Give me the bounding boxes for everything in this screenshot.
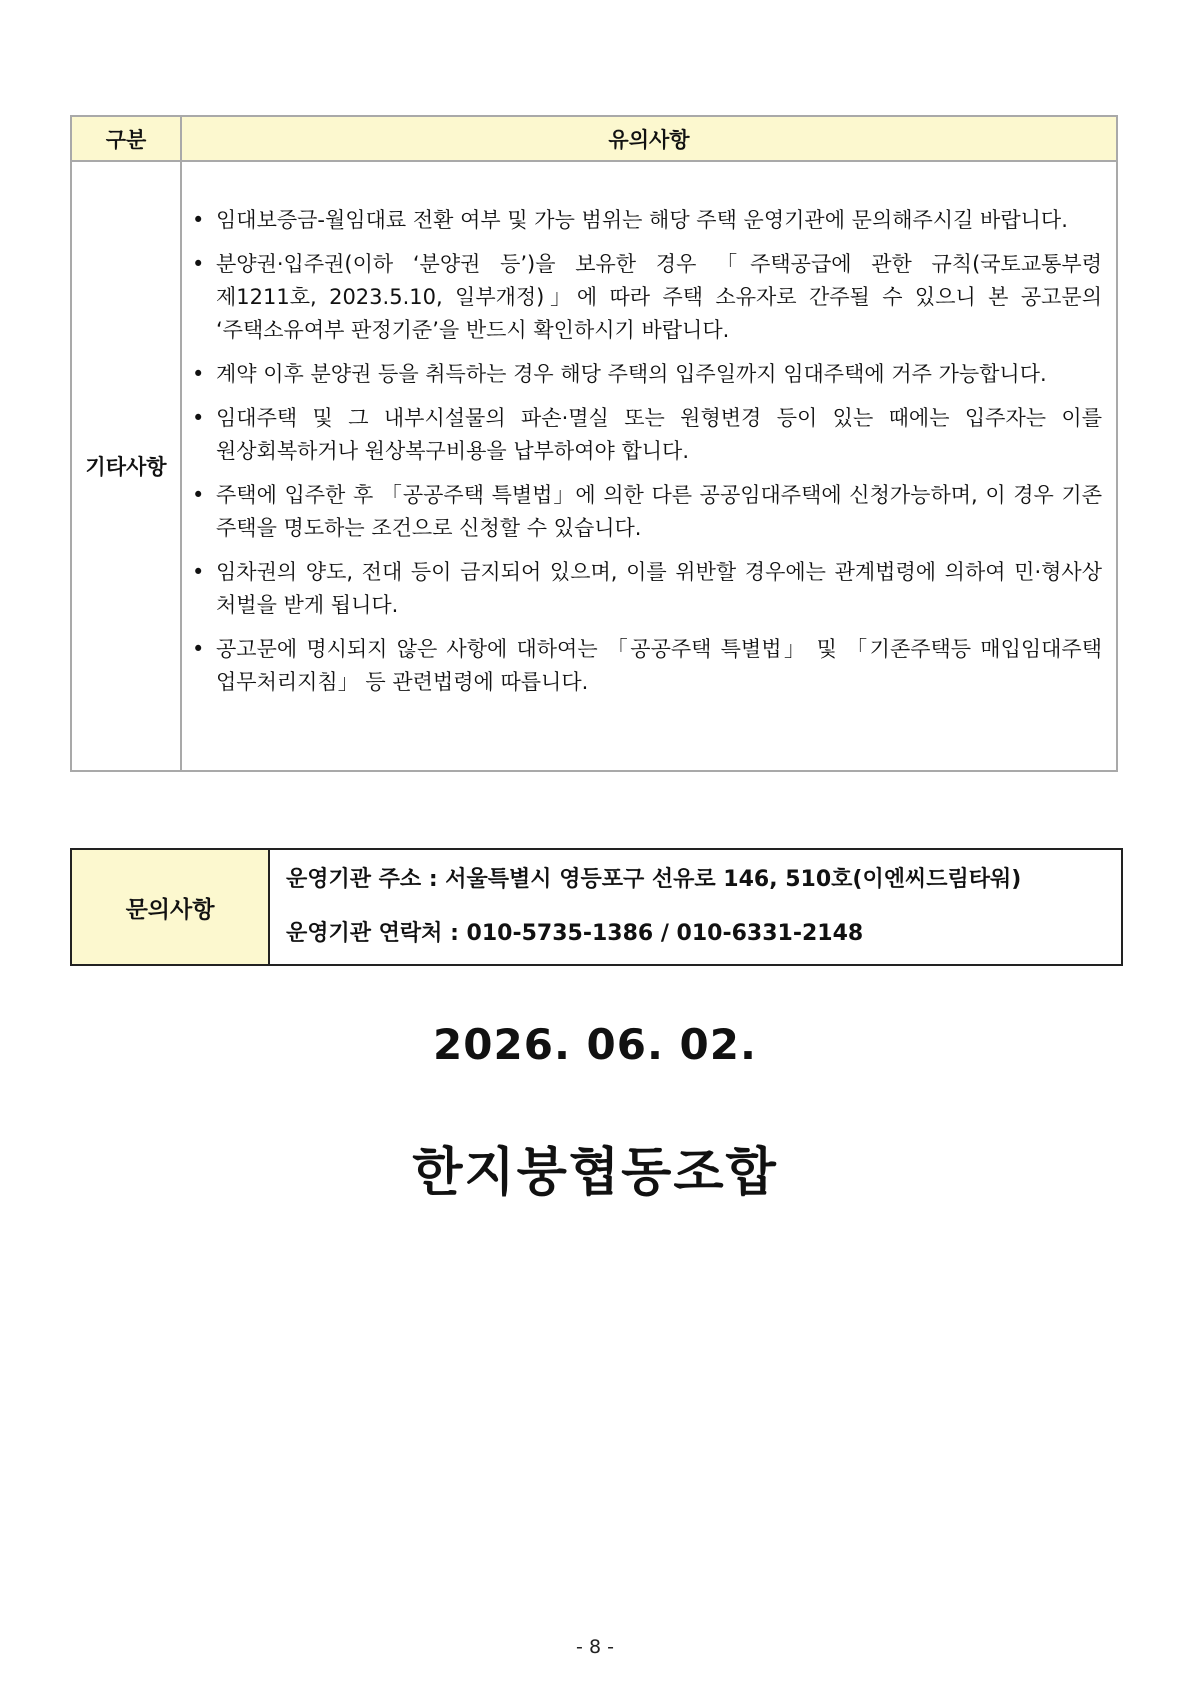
notes-table-header-row — [71, 116, 1117, 161]
bullet-icon: • — [192, 208, 205, 232]
contact-label: 문의사항 — [71, 849, 269, 965]
bullet-icon: • — [192, 406, 205, 430]
contact-address: 운영기관 주소 : 서울특별시 영등포구 선유로 146, 510호(이엔씨드림타워) — [286, 867, 1022, 892]
organization-name: 한지붕협동조합 — [412, 1143, 778, 1203]
bullet-icon: • — [192, 483, 205, 507]
note-item — [182, 248, 1102, 347]
contact-details — [269, 849, 1122, 965]
note-text: 공고문에 명시되지 않은 사항에 대하여는 「공공주택 특별법」 및 「기존주택등 매입임대주택 업무처리지침」 등 관련법령에 따릅니다. — [216, 637, 1102, 694]
note-list — [182, 204, 1102, 699]
notes-table-row — [71, 161, 1117, 771]
note-text: 주택에 입주한 후 「공공주택 특별법」에 의한 다른 공공임대주택에 신청가능하며, 이 경우 기존 주택을 명도하는 조건으로 신청할 수 있습니다. — [216, 483, 1102, 540]
note-item — [182, 358, 1102, 391]
bullet-icon: • — [192, 560, 205, 584]
note-item — [182, 556, 1102, 622]
notes-table — [70, 115, 1118, 772]
note-item — [182, 204, 1102, 237]
category-label: 기타사항 — [71, 161, 181, 771]
note-text: 계약 이후 분양권 등을 취득하는 경우 해당 주택의 입주일까지 임대주택에 거주 가능합니다. — [216, 362, 1047, 386]
bullet-icon: • — [192, 637, 205, 661]
note-text: 임대주택 및 그 내부시설물의 파손·멸실 또는 원형변경 등이 있는 때에는 입주자는 이를 원상회복하거나 원상복구비용을 납부하여야 합니다. — [216, 406, 1102, 463]
document-date: 2026. 06. 02. — [433, 1020, 757, 1069]
header-category: 구분 — [71, 116, 181, 161]
notes-cell — [181, 161, 1117, 771]
header-notes: 유의사항 — [181, 116, 1117, 161]
note-item — [182, 402, 1102, 468]
note-text: 분양권·입주권(이하 ‘분양권 등’)을 보유한 경우 「주택공급에 관한 규칙(국토교통부령 제1211호, 2023.5.10, 일부개정)」에 따라 주택 소유자로 간주될 수 있으니 본 공고문의 ‘주택소유여부 판정기준’을 반드시 확인하시기 바랍니다. — [216, 252, 1102, 342]
contact-row — [71, 849, 1122, 965]
bullet-icon: • — [192, 252, 205, 276]
note-item — [182, 633, 1102, 699]
note-item — [182, 479, 1102, 545]
contact-phone: 운영기관 연락처 : 010-5735-1386 / 010-6331-2148 — [286, 921, 864, 946]
bullet-icon: • — [192, 362, 205, 386]
note-text: 임대보증금-월임대료 전환 여부 및 가능 범위는 해당 주택 운영기관에 문의해주시길 바랍니다. — [216, 208, 1068, 232]
note-text: 임차권의 양도, 전대 등이 금지되어 있으며, 이를 위반할 경우에는 관계법령에 의하여 민·형사상 처벌을 받게 됩니다. — [216, 560, 1102, 617]
page-number: - 8 - — [576, 1636, 614, 1658]
contact-box — [70, 848, 1123, 966]
